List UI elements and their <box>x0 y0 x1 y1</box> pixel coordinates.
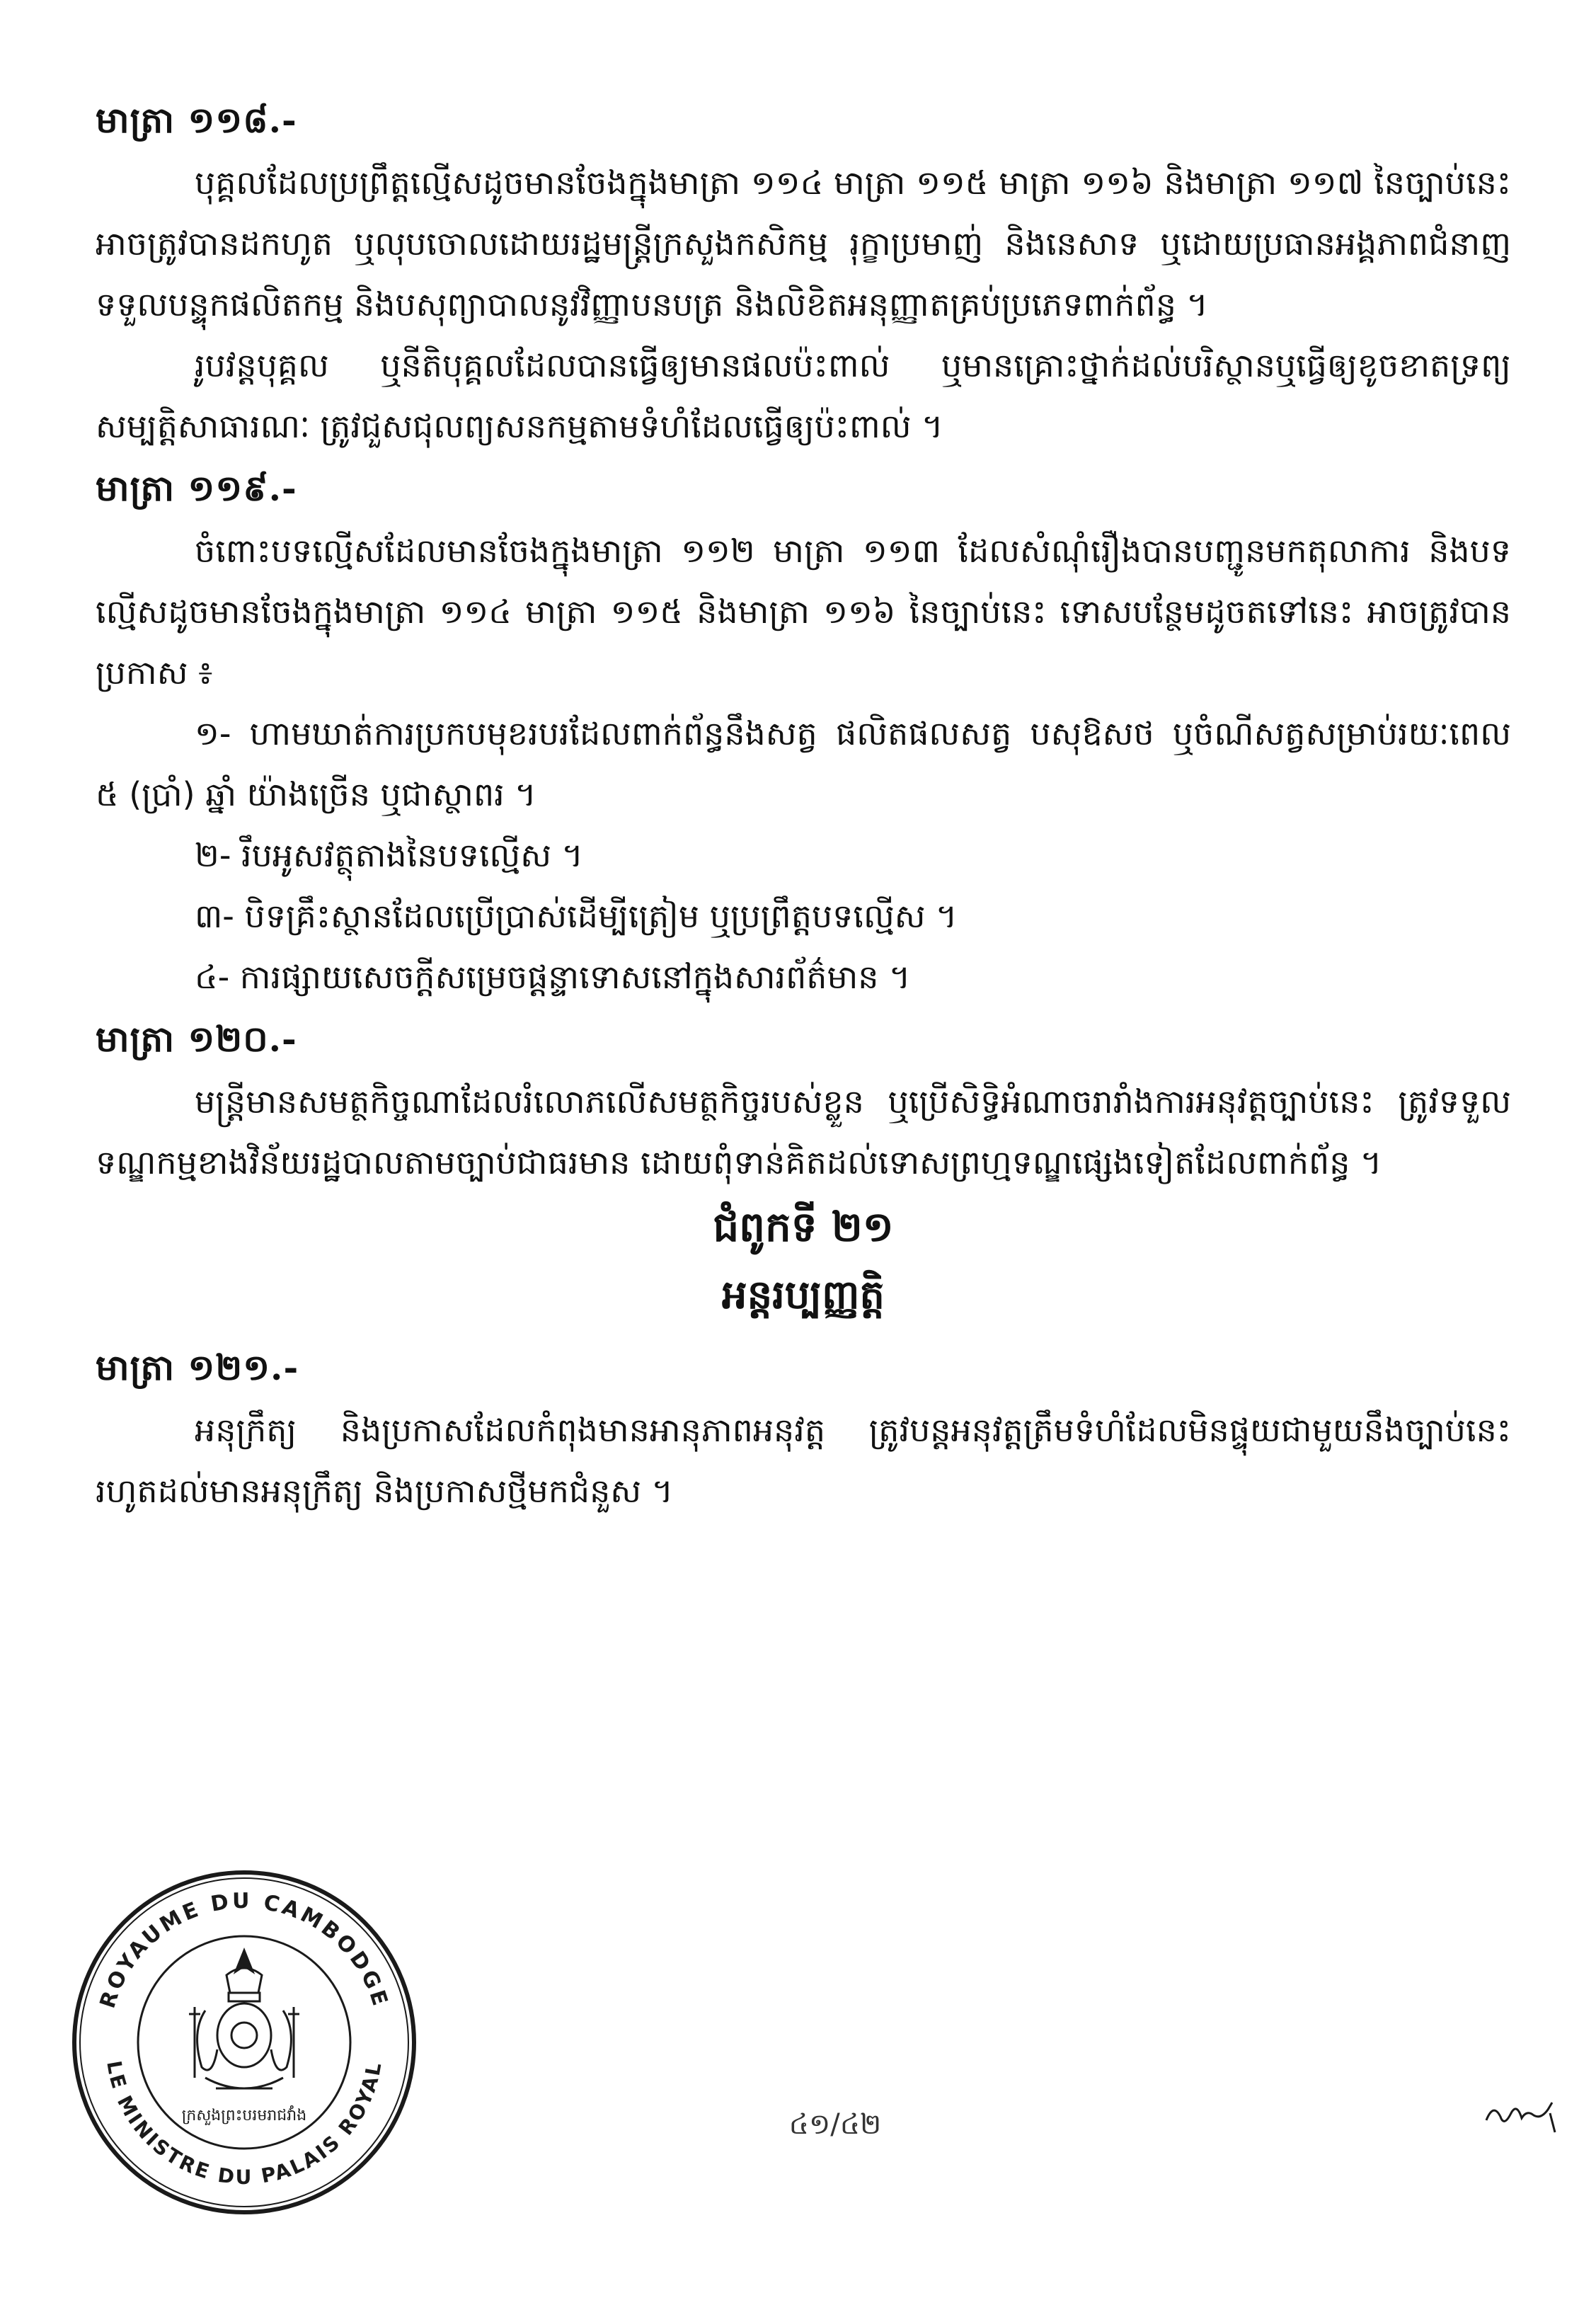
article-120-paragraph-1: មន្ត្រីមានសមត្ថកិច្ចណាដែលរំលោភលើសមត្ថកិច្ចរបស់ខ្លួន ឬប្រើសិទ្ធិអំណាចរារាំងការអនុវត្តច្បាប់នេះ ត្រូវទទួលទណ្ឌកម្មខាងវិន័យរដ្ឋបាលតាមច្បាប់ជាធរមាន ដោយពុំទាន់គិតដល់ទោសព្រហ្មទណ្ឌផ្សេងទៀតដែលពាក់ព័ន្ធ ។ <box>96 1082 1511 1182</box>
article-119-intro: ចំពោះបទល្មើសដែលមានចែងក្នុងមាត្រា ១១២ មាត្រា ១១៣ ដែលសំណុំរឿងបានបញ្ជូនមកតុលាការ និងបទល្មើសដូចមានចែងក្នុងមាត្រា ១១៤ មាត្រា ១១៥ និងមាត្រា ១១៦ នៃច្បាប់នេះ ទោសបន្ថែមដូចតទៅនេះ អាចត្រូវបានប្រកាស ៖ <box>96 532 1511 692</box>
signature-mark <box>1483 2088 1561 2138</box>
seal-top-text: ROYAUME DU CAMBODGE <box>95 1888 394 2012</box>
article-120-heading: មាត្រា ១២០.- <box>96 1018 297 1060</box>
royal-arms-emblem <box>189 1950 299 2088</box>
article-119-item-3: ៣- បិទគ្រឹះស្ថានដែលប្រើប្រាស់ដើម្បីត្រៀម ឬប្រព្រឹត្តបទល្មើស ។ <box>195 897 958 935</box>
article-119-item-1: ១- ហាមឃាត់ការប្រកបមុខរបរដែលពាក់ព័ន្ធនឹងសត្វ ផលិតផលសត្វ បសុឱសថ ឬចំណីសត្វសម្រាប់រយៈពេល ៥ (ប្រាំ) ឆ្នាំ យ៉ាងច្រើន ឬជាស្ថាពរ ។ <box>96 714 1511 813</box>
document-body <box>96 88 1511 1521</box>
chapter-subtitle: អន្តរប្បញ្ញត្តិ <box>722 1271 885 1318</box>
article-118-paragraph-1: បុគ្គលដែលប្រព្រឹត្តល្មើសដូចមានចែងក្នុងមាត្រា ១១៤ មាត្រា ១១៥ មាត្រា ១១៦ និងមាត្រា ១១៧ នៃច្បាប់នេះ អាចត្រូវបានដកហូត ឬលុបចោលដោយរដ្ឋមន្ត្រីក្រសួងកសិកម្ម រុក្ខាប្រមាញ់ និងនេសាទ ឬដោយប្រធានអង្គភាពជំនាញទទួលបន្ទុកផលិតកម្ម និងបសុព្យាបាលនូវវិញ្ញាបនបត្រ និងលិខិតអនុញ្ញាតគ្រប់ប្រភេទពាក់ព័ន្ធ ។ <box>96 164 1511 324</box>
page-number: ៤១/៤២ <box>788 2108 882 2141</box>
article-118-heading: មាត្រា ១១៨.- <box>96 99 297 141</box>
article-119-item-4: ៤- ការផ្សាយសេចក្តីសម្រេចផ្តន្ទាទោសនៅក្នុងសារព័ត៌មាន ។ <box>195 958 911 996</box>
seal-inner-text: ក្រសួងព្រះបរមរាជវាំង <box>181 2107 307 2124</box>
royal-seal-stamp <box>67 1865 421 2219</box>
article-121-paragraph-1: អនុក្រឹត្យ និងប្រកាសដែលកំពុងមានអានុភាពអនុវត្ត ត្រូវបន្តអនុវត្តត្រឹមទំហំដែលមិនផ្ទុយជាមួយនឹងច្បាប់នេះ រហូតដល់មានអនុក្រឹត្យ និងប្រកាសថ្មីមកជំនួស ។ <box>96 1411 1511 1510</box>
seal-bottom-text: LE MINISTRE DU PALAIS ROYAL <box>102 2059 386 2190</box>
article-119-item-2: ២- រឹបអូសវត្ថុតាងនៃបទល្មើស ។ <box>195 836 583 874</box>
article-118-paragraph-2: រូបវន្តបុគ្គល ឬនីតិបុគ្គលដែលបានធ្វើឲ្យមានផលប៉ះពាល់ ឬមានគ្រោះថ្នាក់ដល់បរិស្ថានឬធ្វើឲ្យខូចខាតទ្រព្យសម្បត្តិសាធារណៈ ត្រូវជួសជុលព្យសនកម្មតាមទំហំដែលធ្វើឲ្យប៉ះពាល់ ។ <box>96 346 1511 445</box>
article-119-heading: មាត្រា ១១៩.- <box>96 467 297 509</box>
article-121-heading: មាត្រា ១២១.- <box>96 1346 299 1388</box>
chapter-title: ជំពូកទី ២១ <box>713 1203 894 1251</box>
